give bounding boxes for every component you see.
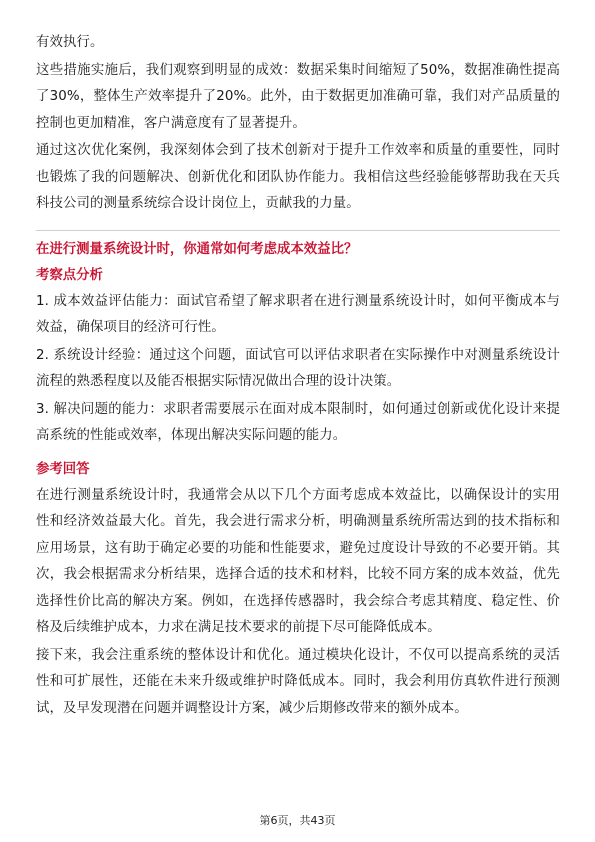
intro-paragraph: 通过这次优化案例，我深刻体会到了技术创新对于提升工作效率和质量的重要性，同时也锻炼了我的问题解决、创新优化和团队协作能力。我相信这些经验能够帮助我在天兵科技公司的测量系统综合设计岗位上，贡献我的力量。 — [36, 143, 560, 211]
document-content — [36, 30, 560, 723]
answer-heading: 参考回答 — [36, 461, 90, 477]
intro-paragraph: 有效执行。 — [36, 35, 104, 50]
analysis-heading: 考察点分析 — [36, 267, 103, 283]
intro-paragraph: 这些措施实施后，我们观察到明显的成效：数据采集时间缩短了50%，数据准确性提高了30%，整体生产效率提升了20%。此外，由于数据更加准确可靠，我们对产品质量的控制也更加精准，客户满意度有了显著提升。 — [36, 62, 560, 131]
analysis-item: 3. 解决问题的能力：求职者需要展示在面对成本限制时，如何通过创新或优化设计来提高系统的性能或效率，体现出解决实际问题的能力。 — [36, 401, 560, 443]
section-divider — [36, 230, 560, 231]
analysis-item: 2. 系统设计经验：通过这个问题，面试官可以评估求职者在实际操作中对测量系统设计流程的熟悉程度以及能否根据实际情况做出合理的设计决策。 — [36, 347, 560, 389]
question-heading: 在进行测量系统设计时，你通常如何考虑成本效益比？ — [36, 241, 358, 257]
answer-paragraph: 在进行测量系统设计时，我通常会从以下几个方面考虑成本效益比，以确保设计的实用性和经济效益最大化。首先，我会进行需求分析，明确测量系统所需达到的技术指标和应用场景，这有助于确定必要的功能和性能要求，避免过度设计导致的不必要开销。其次，我会根据需求分析结果，选择合适的技术和材料，比较不同方案的成本效益，优先选择性价比高的解决方案。例如，在选择传感器时，我会综合考虑其精度、稳定性、价格及后续维护成本，力求在满足技术要求的前提下尽可能降低成本。 — [36, 487, 560, 635]
answer-paragraph: 接下来，我会注重系统的整体设计和优化。通过模块化设计，不仅可以提高系统的灵活性和可扩展性，还能在未来升级或维护时降低成本。同时，我会利用仿真软件进行预测试，及早发现潜在问题并调整设计方案，减少后期修改带来的额外成本。 — [36, 647, 560, 716]
page-number: 第6页，共43页 — [259, 814, 336, 827]
analysis-item: 1. 成本效益评估能力：面试官希望了解求职者在进行测量系统设计时，如何平衡成本与效益，确保项目的经济可行性。 — [36, 293, 560, 335]
